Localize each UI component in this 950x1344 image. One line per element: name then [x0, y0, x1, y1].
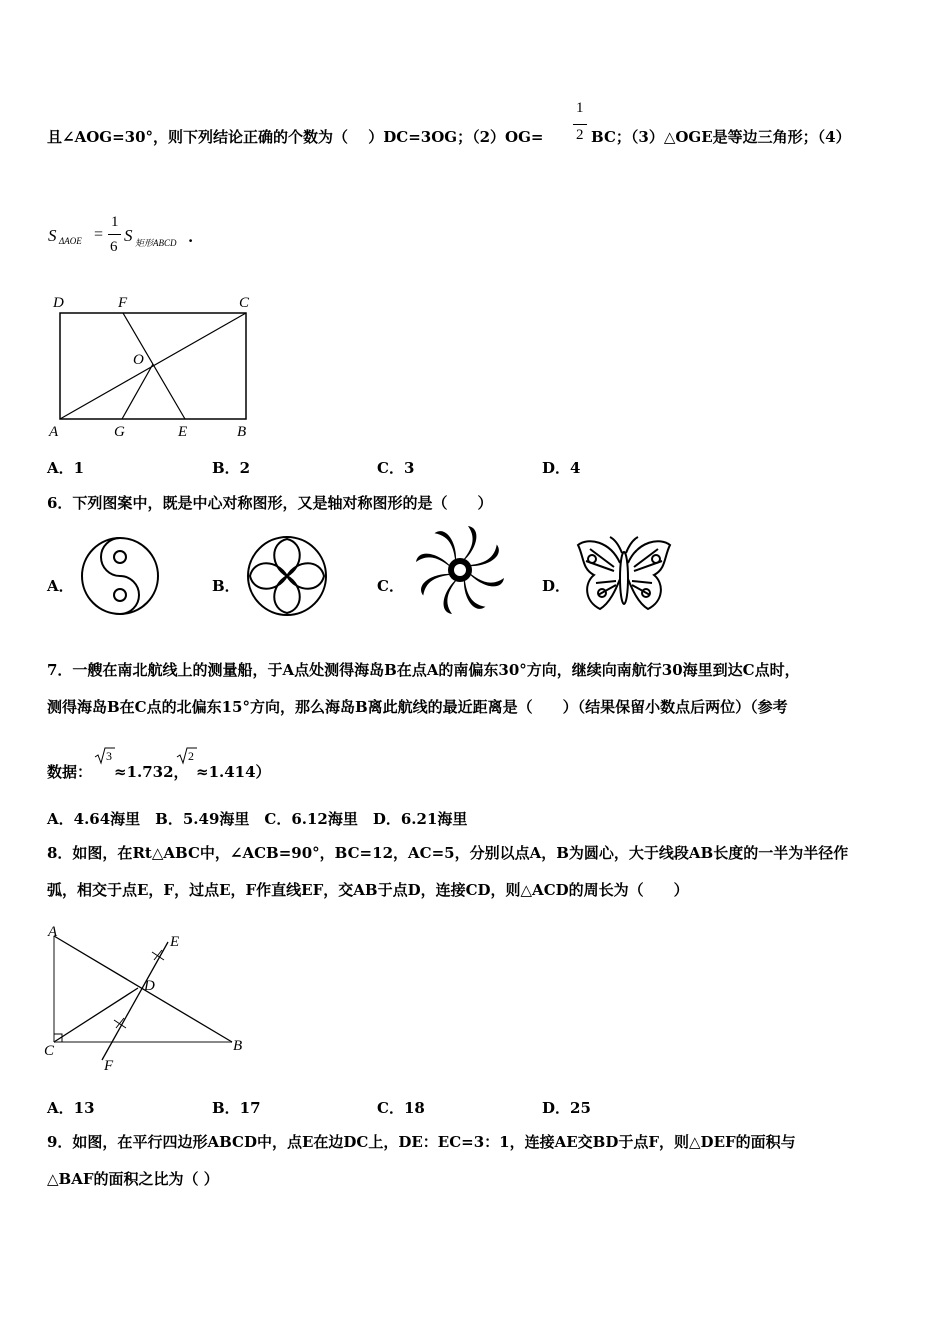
q5-option-a[interactable]: A．1: [47, 459, 85, 477]
q6-stem: 6．下列图案中，既是中心对称图形，又是轴对称图形的是（ ）: [47, 494, 493, 512]
q8-triangle-figure: [40, 922, 260, 1072]
formula-equals: =: [94, 226, 104, 243]
q7-approx2: ≈1.414）: [196, 763, 271, 781]
q6-option-a[interactable]: A．: [47, 577, 74, 595]
q8-stem-line1: 8．如图，在Rt△ABC中，∠ACB=90°，BC=12，AC=5，分别以点A，B为圆心，大于线段AB长度的一半为半径作: [47, 844, 849, 862]
q5-stem-line1-a: 且∠AOG=30°，则下列结论正确的个数为（ ）DC=3OG；（2）OG=: [47, 128, 544, 146]
q7-stem-line1: 7．一艘在南北航线上的测量船，于A点处测得海岛B在点A的南偏东30°方向，继续向南航行30海里到达C点时，: [47, 661, 800, 679]
label-f: F: [118, 295, 128, 311]
label-c: C: [44, 1043, 55, 1059]
four-petal-circle-icon: [240, 531, 340, 621]
q5-option-c[interactable]: C．3: [377, 459, 415, 477]
label-f: F: [104, 1058, 114, 1074]
label-e: E: [170, 934, 180, 950]
formula-s-left: S: [48, 226, 57, 245]
q9-stem-line2: △BAF的面积之比为（ ）: [47, 1170, 219, 1188]
q7-approx3: ≈1.732，: [114, 763, 189, 781]
q9-stem-line1: 9．如图，在平行四边形ABCD中，点E在边DC上，DE：EC=3：1，连接AE交BD于点F，则△DEF的面积与: [47, 1133, 796, 1151]
q5-fraction-den: 2: [576, 127, 584, 143]
q8-option-c[interactable]: C．18: [377, 1099, 425, 1117]
q7-sqrt3-value: 3: [106, 749, 112, 763]
q8-option-d[interactable]: D．25: [542, 1099, 591, 1117]
q5-fraction-num: 1: [576, 100, 584, 116]
label-d: D: [144, 978, 155, 994]
q8-stem-line2: 弧，相交于点E，F，过点E，F作直线EF，交AB于点D，连接CD，则△ACD的周长为（ ）: [47, 881, 689, 899]
q6-option-c[interactable]: C．: [377, 577, 404, 595]
label-a: A: [49, 424, 59, 440]
q7-data-prefix: 数据：: [47, 763, 93, 781]
formula-sub-right: 矩形ABCD: [135, 238, 177, 248]
formula-den: 6: [110, 239, 118, 255]
q5-fraction-half: [573, 100, 587, 150]
label-g: G: [114, 424, 125, 440]
q5-area-formula: [48, 212, 208, 262]
q6-option-d[interactable]: D．: [542, 577, 571, 595]
q7-options[interactable]: A．4.64海里 B．5.49海里 C．6.12海里 D．6.21海里: [47, 810, 468, 828]
q5-option-b[interactable]: B．2: [212, 459, 251, 477]
label-b: B: [237, 424, 247, 440]
q8-option-b[interactable]: B．17: [212, 1099, 261, 1117]
label-a: A: [48, 924, 58, 940]
formula-s-right: S: [124, 226, 133, 245]
q7-sqrt2-value: 2: [188, 749, 194, 763]
q7-stem-line2: 测得海岛B在C点的北偏东15°方向，那么海岛B离此航线的最近距离是（ ）（结果保留小数点后两位）（参考: [47, 698, 788, 716]
label-d: D: [53, 295, 64, 311]
q6-option-b[interactable]: B．: [212, 577, 240, 595]
formula-sub-left: ΔAOE: [59, 236, 82, 246]
label-e: E: [178, 424, 188, 440]
q5-rectangle-figure: [45, 292, 265, 442]
formula-end: .: [188, 228, 194, 246]
butterfly-icon: [570, 533, 680, 623]
label-c: C: [239, 295, 250, 311]
formula-num: 1: [111, 214, 119, 230]
pinwheel-flower-icon: [405, 520, 515, 620]
q7-sqrt3: [94, 746, 116, 766]
q8-option-a[interactable]: A．13: [47, 1099, 95, 1117]
label-b: B: [233, 1038, 243, 1054]
q5-stem-line1-b: BC；（3）△OGE是等边三角形；（4）: [591, 128, 851, 146]
yin-yang-icon: [77, 533, 167, 623]
q7-sqrt2: [176, 746, 198, 766]
label-o: O: [133, 352, 144, 368]
q5-option-d[interactable]: D．4: [542, 459, 581, 477]
